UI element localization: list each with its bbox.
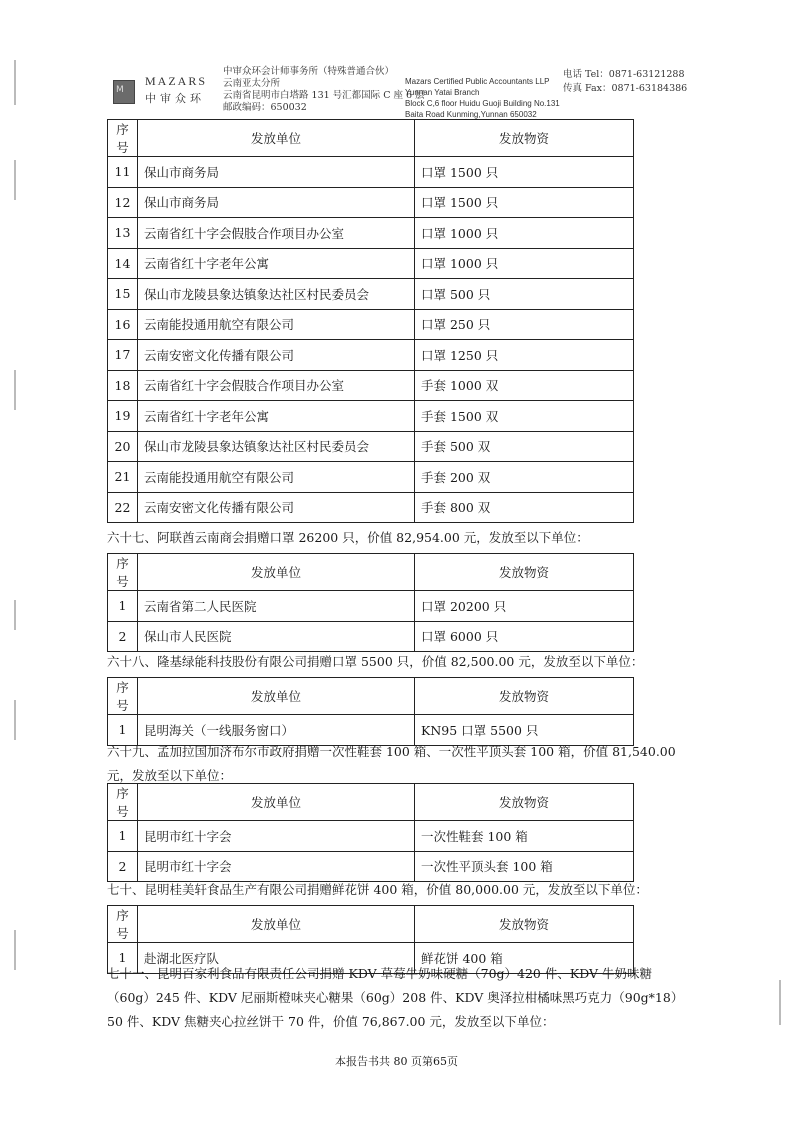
cell-no: 1 xyxy=(108,943,138,974)
cell-unit: 云南安密文化传播有限公司 xyxy=(138,492,415,523)
table-header-row xyxy=(108,120,634,157)
cell-no: 20 xyxy=(108,431,138,462)
table-row xyxy=(108,591,634,622)
table-row xyxy=(108,431,634,462)
cell-unit: 昆明海关（一线服务窗口） xyxy=(138,715,415,746)
cell-no: 18 xyxy=(108,370,138,401)
table-row xyxy=(108,370,634,401)
table-header-row xyxy=(108,554,634,591)
distribution-table-68 xyxy=(107,677,634,746)
cell-goods: 手套 500 双 xyxy=(415,431,634,462)
cell-no: 1 xyxy=(108,715,138,746)
table-row xyxy=(108,401,634,432)
cell-goods: 鲜花饼 400 箱 xyxy=(415,943,634,974)
mazars-logo: M xyxy=(113,80,135,104)
cell-unit: 云南能投通用航空有限公司 xyxy=(138,309,415,340)
cell-no: 21 xyxy=(108,462,138,493)
cell-unit: 保山市龙陵县象达镇象达社区村民委员会 xyxy=(138,279,415,310)
table-row xyxy=(108,340,634,371)
cell-no: 1 xyxy=(108,821,138,852)
cell-unit: 昆明市红十字会 xyxy=(138,851,415,882)
col-header-no: 序号 xyxy=(108,906,138,943)
col-header-unit: 发放单位 xyxy=(138,554,415,591)
col-header-no: 序号 xyxy=(108,120,138,157)
cell-no: 1 xyxy=(108,591,138,622)
firm-info-en: Mazars Certified Public Accountants LLP Yunnan Yatai Branch Block C,6 floor Huidu Guoji Building No.131 Baita Road Kunming,Yunnan 650032 xyxy=(405,77,560,119)
cell-no: 19 xyxy=(108,401,138,432)
scan-edge-mark xyxy=(14,600,16,630)
cell-no: 15 xyxy=(108,279,138,310)
cell-goods: 一次性鞋套 100 箱 xyxy=(415,821,634,852)
cell-goods: 口罩 6000 只 xyxy=(415,621,634,652)
distribution-table-69 xyxy=(107,783,634,882)
cell-no: 17 xyxy=(108,340,138,371)
table-row xyxy=(108,851,634,882)
cell-no: 16 xyxy=(108,309,138,340)
cell-unit: 云南省红十字会假肢合作项目办公室 xyxy=(138,218,415,249)
brand-name-cn: 中审众环 xyxy=(145,92,205,105)
cell-no: 14 xyxy=(108,248,138,279)
col-header-unit: 发放单位 xyxy=(138,784,415,821)
table-row xyxy=(108,279,634,310)
cell-goods: 手套 800 双 xyxy=(415,492,634,523)
distribution-table-66 xyxy=(107,119,634,523)
contact-info: 电话 Tel：0871-63121288 传真 Fax：0871-63184386 xyxy=(563,69,688,94)
table-row xyxy=(108,157,634,188)
cell-goods: KN95 口罩 5500 只 xyxy=(415,715,634,746)
col-header-goods: 发放物资 xyxy=(415,554,634,591)
col-header-goods: 发放物资 xyxy=(415,678,634,715)
table-row xyxy=(108,218,634,249)
table-row xyxy=(108,492,634,523)
table-row xyxy=(108,621,634,652)
section-70-text: 七十、昆明桂美轩食品生产有限公司捐赠鲜花饼 400 箱，价值 80,000.00 元，发放至以下单位： xyxy=(107,882,648,897)
cell-unit: 保山市商务局 xyxy=(138,157,415,188)
cell-unit: 云南省红十字老年公寓 xyxy=(138,248,415,279)
cell-unit: 云南能投通用航空有限公司 xyxy=(138,462,415,493)
cell-unit: 昆明市红十字会 xyxy=(138,821,415,852)
cell-unit: 云南省红十字老年公寓 xyxy=(138,401,415,432)
cell-goods: 手套 1000 双 xyxy=(415,370,634,401)
col-header-goods: 发放物资 xyxy=(415,120,634,157)
page-footer: 本报告书共 80 页第65页 xyxy=(335,1055,458,1068)
distribution-table-67 xyxy=(107,553,634,652)
scan-edge-mark xyxy=(14,60,16,105)
cell-goods: 口罩 1500 只 xyxy=(415,157,634,188)
cell-goods: 口罩 1500 只 xyxy=(415,187,634,218)
table-row xyxy=(108,187,634,218)
scan-edge-mark xyxy=(14,370,16,410)
cell-unit: 云南安密文化传播有限公司 xyxy=(138,340,415,371)
cell-no: 2 xyxy=(108,851,138,882)
cell-unit: 赴湖北医疗队 xyxy=(138,943,415,974)
table-header-row xyxy=(108,678,634,715)
section-67-text: 六十七、阿联酋云南商会捐赠口罩 26200 只，价值 82,954.00 元，发放至以下单位： xyxy=(107,530,589,545)
section-68-text: 六十八、隆基绿能科技股份有限公司捐赠口罩 5500 只，价值 82,500.00 元，发放至以下单位： xyxy=(107,654,644,669)
cell-no: 22 xyxy=(108,492,138,523)
cell-unit: 云南省第二人民医院 xyxy=(138,591,415,622)
cell-goods: 口罩 20200 只 xyxy=(415,591,634,622)
scan-edge-mark xyxy=(14,700,16,740)
table-row xyxy=(108,309,634,340)
brand-name-en: MAZARS xyxy=(145,74,208,88)
cell-unit: 保山市人民医院 xyxy=(138,621,415,652)
cell-goods: 手套 1500 双 xyxy=(415,401,634,432)
cell-goods: 一次性平顶头套 100 箱 xyxy=(415,851,634,882)
letterhead xyxy=(105,60,695,118)
table-row xyxy=(108,248,634,279)
cell-goods: 口罩 1000 只 xyxy=(415,248,634,279)
col-header-unit: 发放单位 xyxy=(138,678,415,715)
col-header-unit: 发放单位 xyxy=(138,906,415,943)
cell-goods: 手套 200 双 xyxy=(415,462,634,493)
col-header-goods: 发放物资 xyxy=(415,906,634,943)
table-header-row xyxy=(108,906,634,943)
scan-edge-mark xyxy=(14,160,16,200)
cell-no: 2 xyxy=(108,621,138,652)
cell-unit: 保山市商务局 xyxy=(138,187,415,218)
col-header-no: 序号 xyxy=(108,678,138,715)
col-header-goods: 发放物资 xyxy=(415,784,634,821)
table-row xyxy=(108,462,634,493)
cell-goods: 口罩 1250 只 xyxy=(415,340,634,371)
cell-no: 12 xyxy=(108,187,138,218)
table-header-row xyxy=(108,784,634,821)
scan-edge-mark xyxy=(779,980,781,1025)
section-71-text: 七十一、昆明百家利食品有限责任公司捐赠 KDV 草莓牛奶味硬糖（70g）420 件、KDV 牛奶味糖（60g）245 件、KDV 尼丽斯橙味夹心糖果（60g）208 件、KDV 奥泽拉柑橘味黑巧克力（90g*18）50 件、KDV 焦糖夹心拉丝饼干 70 件，价值 76,867.00 元，发放至以下单位： xyxy=(107,966,684,1029)
cell-no: 13 xyxy=(108,218,138,249)
col-header-no: 序号 xyxy=(108,784,138,821)
cell-unit: 云南省红十字会假肢合作项目办公室 xyxy=(138,370,415,401)
section-69-text: 六十九、孟加拉国加济布尔市政府捐赠一次性鞋套 100 箱、一次性平顶头套 100 箱，价值 81,540.00 元，发放至以下单位： xyxy=(107,744,676,783)
cell-goods: 口罩 1000 只 xyxy=(415,218,634,249)
cell-no: 11 xyxy=(108,157,138,188)
cell-unit: 保山市龙陵县象达镇象达社区村民委员会 xyxy=(138,431,415,462)
col-header-unit: 发放单位 xyxy=(138,120,415,157)
scan-edge-mark xyxy=(14,930,16,970)
cell-goods: 口罩 500 只 xyxy=(415,279,634,310)
table-row xyxy=(108,821,634,852)
col-header-no: 序号 xyxy=(108,554,138,591)
cell-goods: 口罩 250 只 xyxy=(415,309,634,340)
firm-info-cn: 中审众环会计师事务所（特殊普通合伙） 云南亚太分所 云南省昆明市白塔路 131 号汇都国际 C 座 6 层 邮政编码：650032 xyxy=(223,66,425,113)
